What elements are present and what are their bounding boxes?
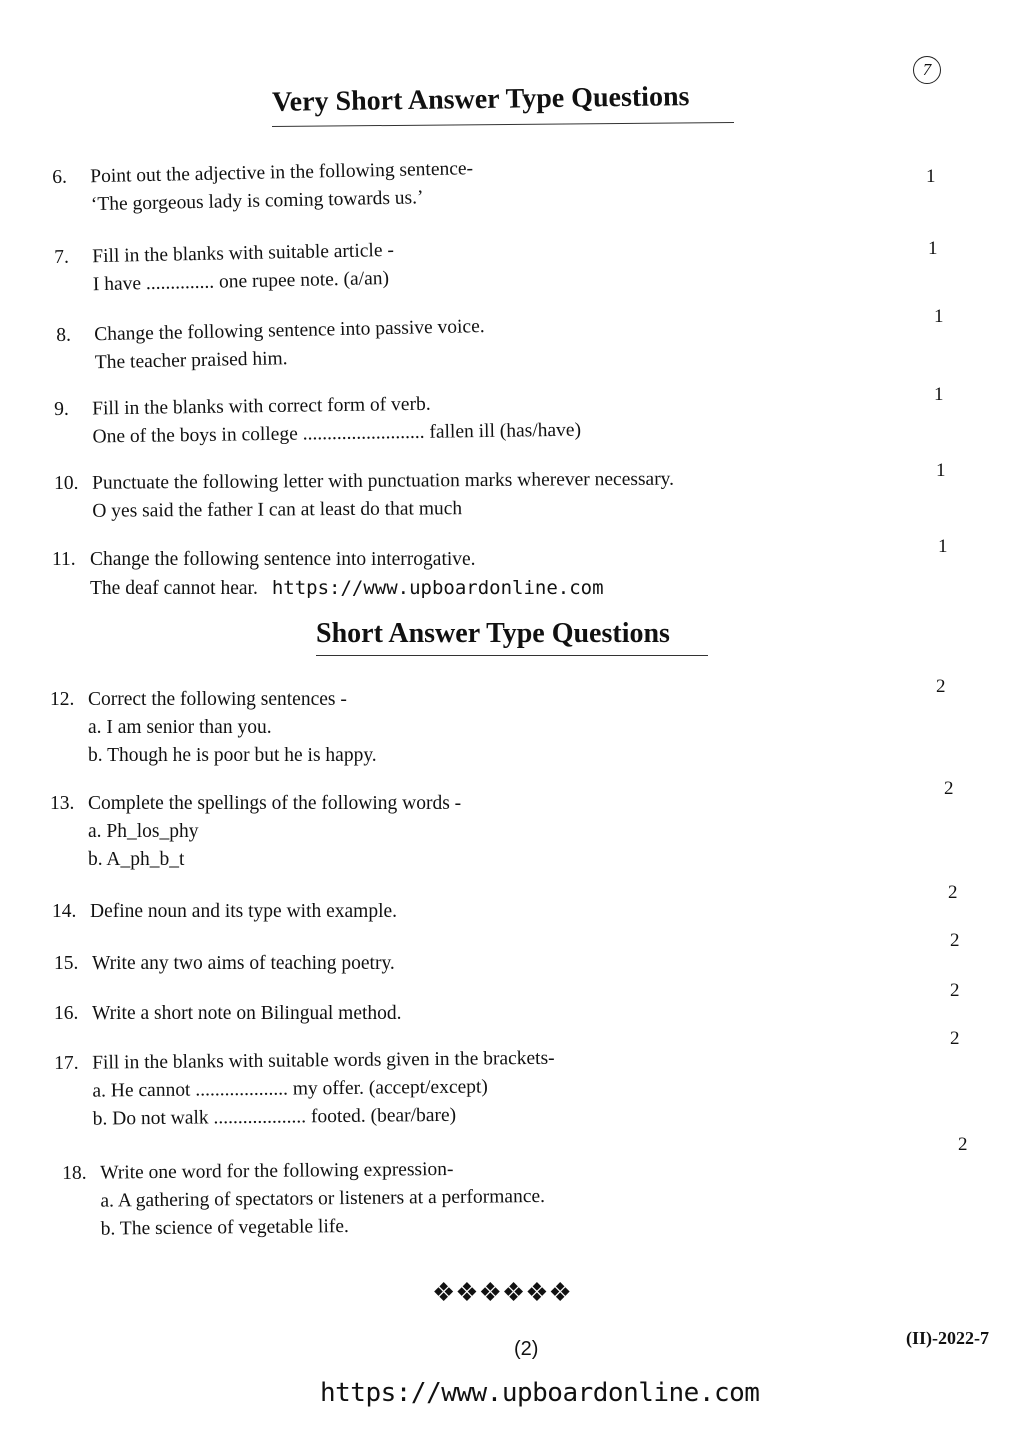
question-17 — [54, 1045, 555, 1134]
question-12-mark: 2 — [936, 676, 946, 697]
question-text: Point out the adjective in the following sentence- — [90, 158, 474, 188]
question-18 — [62, 1155, 545, 1244]
question-16 — [54, 1000, 402, 1028]
decorative-ornament: ❖❖❖❖❖❖ — [432, 1278, 572, 1307]
question-number: 13. — [50, 793, 75, 814]
question-8 — [56, 313, 486, 378]
question-number: 12. — [50, 689, 75, 710]
question-6-mark: 1 — [926, 166, 936, 187]
question-subline: The teacher praised him. — [94, 348, 288, 374]
question-16-mark: 2 — [950, 980, 960, 1001]
question-text: Fill in the blanks with suitable words given in the brackets- — [92, 1047, 555, 1074]
question-11 — [52, 546, 604, 603]
watermark-url[interactable]: https://www.upboardonline.com — [271, 577, 604, 599]
question-text: Fill in the blanks with suitable article - — [92, 239, 395, 268]
question-7-mark: 1 — [928, 238, 938, 259]
question-subline: a. I am senior than you. — [88, 717, 272, 738]
question-17-mark: 2 — [950, 1028, 960, 1049]
question-text: Fill in the blanks with correct form of verb. — [92, 393, 431, 420]
question-subline: b. The science of vegetable life. — [100, 1216, 349, 1240]
question-text: Change the following sentence into passive voice. — [94, 316, 485, 346]
footer-url[interactable]: https://www.upboardonline.com — [320, 1378, 760, 1408]
question-subline: a. He cannot ................... my offer. (accept/except) — [92, 1076, 488, 1102]
question-7 — [54, 237, 395, 300]
question-number: 8. — [56, 324, 72, 346]
question-8-mark: 1 — [934, 306, 944, 327]
question-text: Define noun and its type with example. — [90, 901, 398, 922]
very-short-heading: Very Short Answer Type Questions — [271, 81, 690, 118]
question-15 — [54, 950, 395, 978]
question-text: Change the following sentence into interrogative. — [90, 549, 476, 570]
question-text: Write one word for the following expression- — [100, 1158, 454, 1184]
question-number: 16. — [54, 1003, 79, 1024]
question-number: 17. — [54, 1052, 79, 1074]
question-13 — [50, 790, 461, 874]
question-6 — [52, 155, 474, 220]
heading-underline — [272, 122, 734, 127]
question-12 — [50, 686, 377, 770]
question-subline: One of the boys in college ......................... fallen ill (has/have) — [92, 419, 582, 448]
question-number: 9. — [54, 398, 69, 420]
question-number: 18. — [62, 1162, 87, 1184]
question-subline: a. A gathering of spectators or listeners at a performance. — [100, 1185, 546, 1212]
question-number: 7. — [54, 246, 70, 268]
question-9 — [54, 389, 581, 452]
short-heading: Short Answer Type Questions — [316, 618, 670, 649]
question-number: 14. — [52, 901, 77, 922]
paper-code: (II)-2022-7 — [906, 1328, 989, 1348]
question-subline: b. A_ph_b_t — [88, 849, 185, 870]
question-10 — [54, 466, 674, 526]
question-14 — [52, 898, 397, 926]
question-text: Write any two aims of teaching poetry. — [92, 953, 395, 974]
question-number: 11. — [52, 549, 76, 570]
question-14-mark: 2 — [948, 882, 958, 903]
question-number: 10. — [54, 472, 79, 494]
page-number: (2) — [514, 1338, 539, 1360]
question-subline: ‘The gorgeous lady is coming towards us.’ — [90, 187, 424, 216]
question-subline: a. Ph_los_phy — [88, 821, 199, 842]
page-number-circle: 7 — [913, 56, 941, 84]
question-text: Correct the following sentences - — [88, 689, 347, 710]
question-10-mark: 1 — [936, 460, 946, 481]
heading-underline — [316, 655, 708, 656]
question-text: Punctuate the following letter with punctuation marks wherever necessary. — [92, 468, 675, 494]
question-subline: O yes said the father I can at least do that much — [92, 498, 463, 522]
question-text: Write a short note on Bilingual method. — [92, 1003, 402, 1024]
question-number: 15. — [54, 953, 79, 974]
question-subline: I have .............. one rupee note. (a/an) — [92, 267, 390, 296]
question-18-mark: 2 — [958, 1134, 968, 1155]
question-9-mark: 1 — [934, 384, 944, 405]
question-text: Complete the spellings of the following words - — [88, 793, 462, 814]
question-13-mark: 2 — [944, 778, 954, 799]
question-number: 6. — [52, 166, 68, 188]
question-subline: b. Do not walk ................... footed. (bear/bare) — [92, 1104, 457, 1130]
question-subline: b. Though he is poor but he is happy. — [88, 745, 377, 766]
question-15-mark: 2 — [950, 930, 960, 951]
question-subline: The deaf cannot hear. — [90, 578, 258, 599]
question-11-mark: 1 — [938, 536, 948, 557]
